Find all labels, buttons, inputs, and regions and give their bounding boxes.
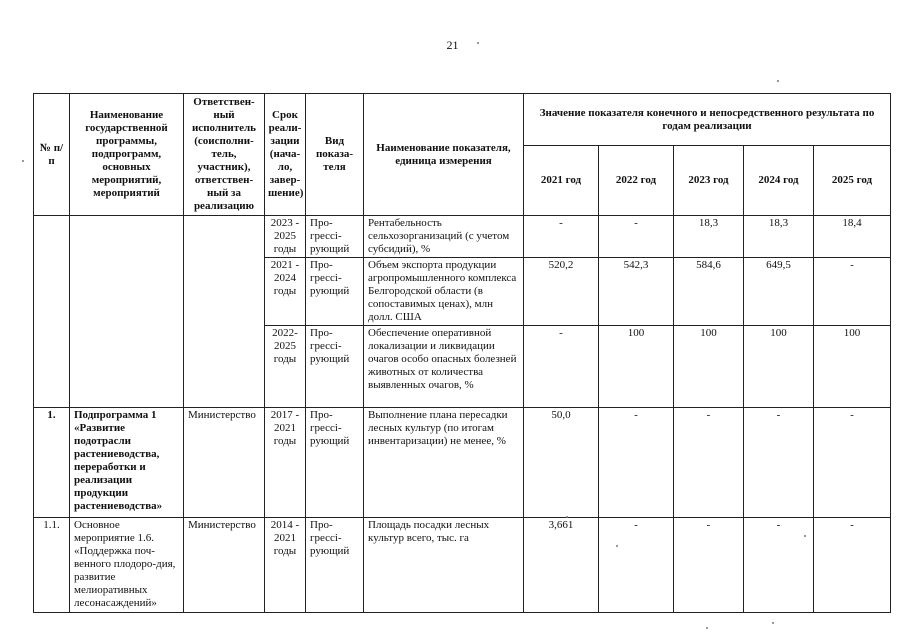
value-cell: 520,2	[524, 258, 599, 326]
header-year: 2021 год	[524, 146, 599, 216]
value-cell: 100	[599, 326, 674, 408]
value-cell: 50,0	[524, 408, 599, 518]
header-indicator-name: Наименование показателя, единица измерения	[364, 94, 524, 216]
value-cell: -	[814, 408, 891, 518]
header-year: 2022 год	[599, 146, 674, 216]
scan-speck	[804, 535, 806, 537]
value-cell: 100	[814, 326, 891, 408]
value-cell: -	[814, 518, 891, 613]
num-cell: 1.	[34, 408, 70, 518]
header-values-title: Значение показателя конечного и непосредственного результата по годам реализации	[524, 94, 891, 146]
header-executor: Ответствен-ный исполнитель (соисполни-тель, участник), ответствен-ный за реализацию	[184, 94, 265, 216]
header-year: 2023 год	[674, 146, 744, 216]
term-cell: 2022-2025 годы	[265, 326, 306, 408]
table-row	[34, 216, 891, 258]
value-cell: 649,5	[744, 258, 814, 326]
table-row	[34, 518, 891, 613]
value-cell: 18,3	[744, 216, 814, 258]
value-cell: 584,6	[674, 258, 744, 326]
program-name-cell	[70, 216, 184, 408]
header-indicator-type: Вид показа-теля	[306, 94, 364, 216]
term-cell: 2017 - 2021 годы	[265, 408, 306, 518]
executor-cell	[184, 216, 265, 408]
term-cell: 2014 - 2021 годы	[265, 518, 306, 613]
value-cell: 100	[674, 326, 744, 408]
value-cell: -	[674, 408, 744, 518]
indicator-type-cell: Про-грессі-рующий	[306, 216, 364, 258]
value-cell: -	[599, 408, 674, 518]
value-cell: -	[744, 408, 814, 518]
value-cell: -	[524, 326, 599, 408]
indicator-type-cell: Про-грессі-рующий	[306, 258, 364, 326]
header-term: Срок реали-зации (нача-ло, завер-шение)	[265, 94, 306, 216]
value-cell: -	[814, 258, 891, 326]
value-cell: 18,4	[814, 216, 891, 258]
scan-speck	[22, 160, 24, 162]
value-cell: -	[599, 216, 674, 258]
program-name-cell: Основное мероприятие 1.6. «Поддержка поч-венного плодоро-дия, развитие мелиоративных лесонасаждений»	[70, 518, 184, 613]
indicator-name-cell: Выполнение плана пересадки лесных культур (по итогам инвентаризации) не менее, %	[364, 408, 524, 518]
header-num: № п/п	[34, 94, 70, 216]
header-year: 2025 год	[814, 146, 891, 216]
term-cell: 2021 - 2024 годы	[265, 258, 306, 326]
value-cell: 100	[744, 326, 814, 408]
value-cell: -	[744, 518, 814, 613]
value-cell: -	[674, 518, 744, 613]
term-cell: 2023 - 2025 годы	[265, 216, 306, 258]
scan-speck	[477, 42, 479, 44]
indicator-name-cell: Обеспечение оперативной локализации и ликвидации очагов особо опасных болезней животных от количества выявленных очагов, %	[364, 326, 524, 408]
indicator-name-cell: Рентабельность сельхозорганизаций (с учетом субсидий), %	[364, 216, 524, 258]
scan-speck	[616, 545, 618, 547]
executor-cell: Министерство	[184, 408, 265, 518]
scan-speck	[706, 627, 708, 629]
page-number: 21	[446, 38, 459, 52]
table-row	[34, 408, 891, 518]
indicator-type-cell: Про-грессі-рующий	[306, 518, 364, 613]
indicator-name-cell: Объем экспорта продукции агропромышленного комплекса Белгородской области (в сопоставимых ценах), млн долл. США	[364, 258, 524, 326]
value-cell: 18,3	[674, 216, 744, 258]
header-program-name: Наименование государственной программы, подпрограмм, основных мероприятий, мероприятий	[70, 94, 184, 216]
num-cell	[34, 216, 70, 408]
indicator-type-cell: Про-грессі-рующий	[306, 408, 364, 518]
value-cell: -	[524, 216, 599, 258]
program-name-cell: Подпрограмма 1 «Развитие подотрасли растениеводства, переработки и реализации продукции растениеводства»	[70, 408, 184, 518]
value-cell: 542,3	[599, 258, 674, 326]
indicator-name-cell: Площадь посадки лесных культур всего, тыс. га	[364, 518, 524, 613]
value-cell: 3,661	[524, 518, 599, 613]
indicators-table	[33, 93, 891, 613]
scan-speck	[566, 516, 568, 518]
header-year: 2024 год	[744, 146, 814, 216]
scan-speck	[777, 80, 779, 82]
num-cell: 1.1.	[34, 518, 70, 613]
scan-speck	[772, 622, 774, 624]
executor-cell: Министерство	[184, 518, 265, 613]
value-cell: -	[599, 518, 674, 613]
indicator-type-cell: Про-грессі-рующий	[306, 326, 364, 408]
